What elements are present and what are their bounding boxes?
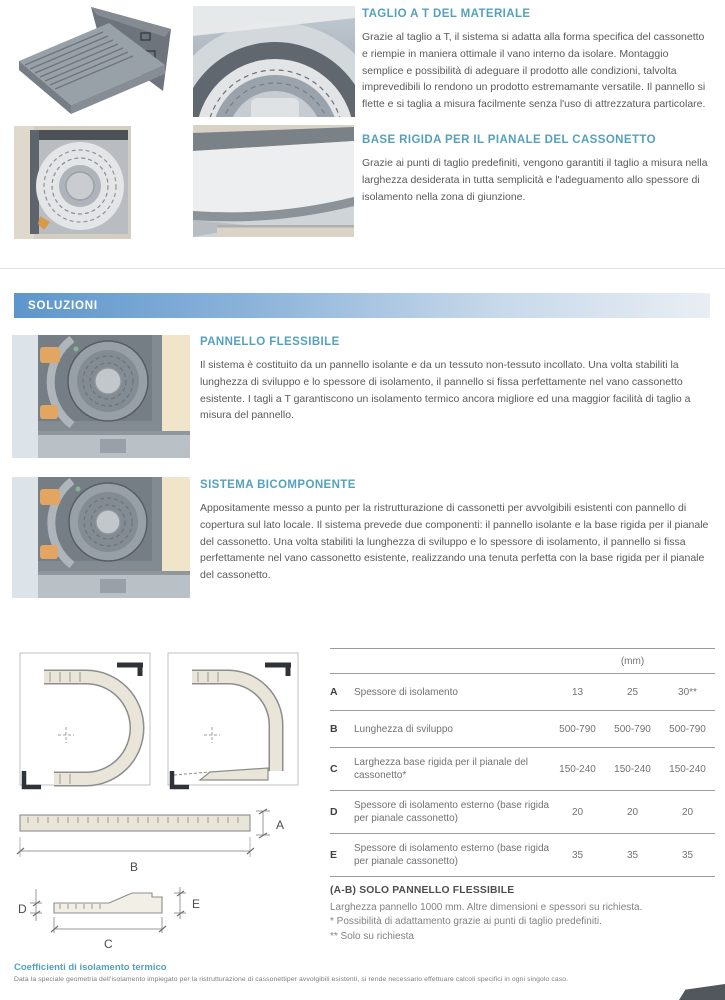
- dim-label-a: A: [276, 818, 285, 832]
- table-row-a: [330, 673, 715, 710]
- table-value: 150-240: [614, 763, 651, 775]
- photo-t-cut-panel: [13, 3, 177, 118]
- table-label: Lunghezza di sviluppo: [354, 723, 453, 735]
- table-value: 20: [571, 806, 584, 818]
- top-text-column: [362, 8, 712, 205]
- table-value: 25: [626, 686, 639, 698]
- table-value: 150-240: [559, 763, 596, 775]
- notes-line: Larghezza pannello 1000 mm. Altre dimensioni e spessori su richiesta.: [330, 901, 643, 913]
- table-row-b: [330, 710, 715, 747]
- photo-panel-edge: [193, 125, 354, 237]
- soluzioni-banner: [14, 293, 710, 318]
- table-key: B: [330, 723, 338, 735]
- table-row-e: [330, 833, 715, 877]
- heading-pannello-flessibile: PANNELLO FLESSIBILE: [200, 336, 340, 348]
- photo-pannello-flessibile: [12, 335, 190, 458]
- table-value: 13: [571, 686, 584, 698]
- section-sistema-bicomponente: [200, 479, 716, 584]
- page-corner-mark: [679, 984, 725, 1000]
- technical-drawings: [14, 645, 310, 960]
- paragraph-sistema-bicomponente: Appositamente messo a punto per la ristrutturazione di cassonetti per avvolgibili esistenti con pannello di copertura sul lato locale. Il sistema prevede due componenti: il pannello isolante e la base rigida per il pianale del cassonetto. Una volta stabiliti la lunghezza di sviluppo e lo spessore di isolamento, il pannello si fissa perfettamente nel vano cassonetto esistente, realizzando una tenuta perfetta con la base rigida per il pianale del cassonetto.: [200, 502, 709, 582]
- photo-rolled-panel-interior: [193, 6, 355, 117]
- notes-line: * Possibilità di adattamento grazie ai punti di taglio predefiniti.: [330, 916, 602, 928]
- section-divider: [0, 268, 725, 269]
- table-value: 30**: [678, 686, 697, 698]
- heading-base-rigida: BASE RIGIDA PER IL PIANALE DEL CASSONETTO: [362, 133, 656, 146]
- soluzioni-banner-label: SOLUZIONI: [28, 299, 98, 312]
- dim-label-c: C: [104, 937, 113, 951]
- footer-title: Coefficienti di isolamento termico: [14, 962, 167, 973]
- table-header-row: [330, 648, 715, 673]
- paragraph-pannello-flessibile: Il sistema è costituito da un pannello isolante e da un tessuto non-tessuto incollato. Una volta stabiliti la lunghezza di sviluppo e lo spessore di isolamento, il pannello si fissa perfettamente nel vano cassonetto esistente. I tagli a T garantiscono un isolamento termico ancora migliore ed una maggior facilità di taglio a misura del pannello.: [200, 359, 691, 422]
- table-key: A: [330, 686, 338, 698]
- table-label: Spessore di isolamento: [354, 686, 458, 698]
- dim-label-d: D: [18, 902, 27, 916]
- paragraph-base-rigida: Grazie ai punti di taglio predefiniti, vengono garantiti il taglio a misura nella larghezza desiderata in tutta semplicità e l'adeguamento allo spessore di isolamento nella zona di giunzione.: [362, 156, 708, 203]
- photo-sistema-bicomponente: [12, 477, 190, 598]
- table-value: 35: [681, 849, 694, 861]
- table-value: 35: [626, 849, 639, 861]
- dim-label-b: B: [130, 860, 139, 874]
- table-value: 500-790: [559, 723, 596, 735]
- photo-roll-in-box: [14, 126, 131, 239]
- table-label: Spessore di isolamento esterno (base rigida per pianale cassonetto): [354, 800, 550, 824]
- footer-text: Data la speciale geometria dell'isolamento impiegato per la ristrutturazione di cassonettiper avvolgibili esistenti, si rende necessario effettuare calcoli specifici in ogni singolo caso.: [14, 976, 569, 983]
- table-value: 150-240: [669, 763, 706, 775]
- paragraph-taglio-a-t: Grazie al taglio a T, il sistema si adatta alla forma specifica del cassonetto e riempie in maniera ottimale il vano interno da isolare. Montaggio semplice e possibilità di adeguare il prodotto alle condizioni, talvolta imprevedibili lo rendono un prodotto estremamante versatile. Il pannello si flette e si taglia a misura facilmente senza l'uso di attrezzatura particolare.: [362, 31, 706, 111]
- table-value: 20: [681, 806, 694, 818]
- heading-taglio-a-t: TAGLIO A T DEL MATERIALE: [362, 8, 531, 20]
- table-value: 20: [626, 806, 639, 818]
- table-row-c: [330, 747, 715, 790]
- dim-label-e: E: [192, 897, 201, 911]
- notes-line: ** Solo su richiesta: [330, 930, 414, 942]
- notes-title: (A-B) SOLO PANNELLO FLESSIBILE: [330, 885, 515, 896]
- dimensions-table: [330, 648, 715, 877]
- dimensions-panel: [330, 648, 715, 944]
- table-value: 500-790: [669, 723, 706, 735]
- table-row-d: [330, 790, 715, 833]
- table-notes: [330, 884, 715, 944]
- table-label: Larghezza base rigida per il pianale del cassonetto*: [354, 757, 529, 781]
- heading-sistema-bicomponente: SISTEMA BICOMPONENTE: [200, 479, 356, 491]
- table-key: D: [330, 806, 338, 818]
- table-value: 35: [571, 849, 584, 861]
- table-label: Spessore di isolamento esterno (base rigida per pianale cassonetto): [354, 843, 550, 867]
- table-unit-header: (mm): [620, 655, 645, 667]
- table-key: C: [330, 763, 338, 775]
- table-value: 500-790: [614, 723, 651, 735]
- section-pannello-flessibile: [200, 336, 716, 424]
- table-key: E: [330, 849, 338, 861]
